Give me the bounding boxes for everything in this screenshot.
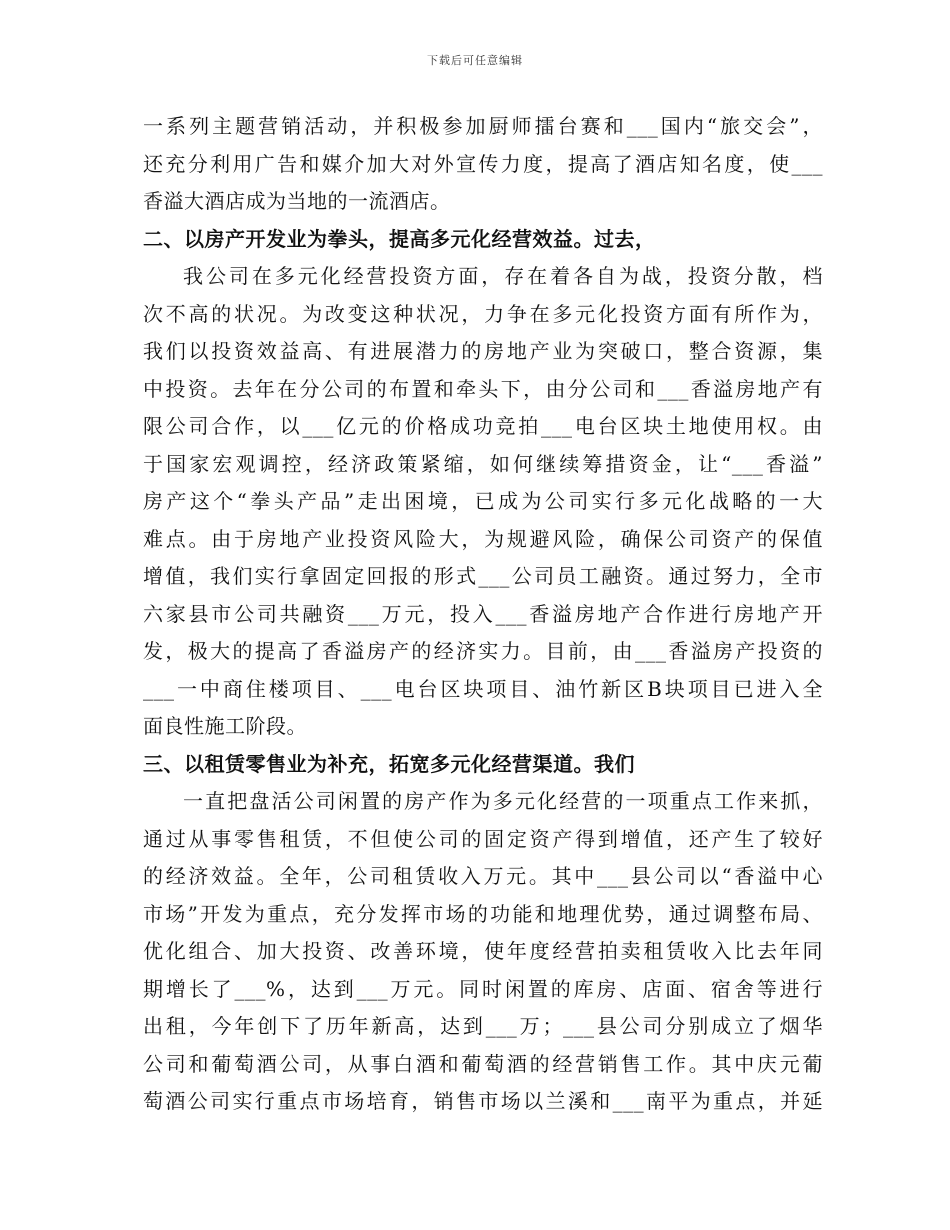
text-line: 面良性施工阶段。 (143, 714, 307, 738)
text-line: 优化组合、加大投资、改善环境，使年度经营拍卖租赁收入比去年同 (143, 939, 823, 963)
section-heading: 二、以房产开发业为拳头，提高多元化经营效益。过去， (143, 226, 656, 251)
text-line: 市场”开发为重点，充分发挥市场的功能和地理优势，通过调整布局、 (143, 901, 823, 926)
text-line: 难点。由于房地产业投资风险大，为规避风险，确保公司资产的保值 (143, 526, 823, 551)
text-line: 通过从事零售租赁，不但使公司的固定资产得到增值，还产生了较好 (143, 826, 823, 851)
text-line: 公司和葡萄酒公司，从事白酒和葡萄酒的经营销售工作。其中庆元葡 (143, 1051, 823, 1076)
text-line: 一系列主题营销活动，并积极参加厨师擂台赛和___国内“旅交会”， (143, 114, 823, 138)
text-line: 房产这个“拳头产品”走出困境，已成为公司实行多元化战略的一大 (143, 489, 823, 513)
text-line: 限公司合作，以___亿元的价格成功竞拍___电台区块土地使用权。由 (143, 414, 823, 438)
text-line: 出租，今年创下了历年新高，达到___万；___县公司分别成立了烟华 (143, 1014, 823, 1038)
text-line: 六家县市公司共融资___万元，投入___香溢房地产合作进行房地产开 (143, 601, 823, 626)
text-line: 我们以投资效益高、有进展潜力的房地产业为突破口，整合资源，集 (143, 339, 823, 363)
text-line: 的经济效益。全年，公司租赁收入万元。其中___县公司以“香溢中心 (143, 864, 823, 888)
text-line: ___一中商住楼项目、___电台区块项目、油竹新区B块项目已进入全 (143, 676, 823, 701)
page-header: 下载后可任意编辑 (427, 54, 523, 67)
text-line: 于国家宏观调控，经济政策紧缩，如何继续筹措资金，让“___香溢” (143, 451, 823, 476)
text-line: 期增长了___%，达到___万元。同时闲置的库房、店面、宿舍等进行 (143, 976, 823, 1001)
text-line: 次不高的状况。为改变这种状况，力争在多元化投资方面有所作为， (143, 301, 823, 326)
text-line: 萄酒公司实行重点市场培育，销售市场以兰溪和___南平为重点，并延 (143, 1089, 823, 1113)
document-body (143, 108, 823, 1121)
text-line: 发，极大的提高了香溢房产的经济实力。目前，由___香溢房产投资的 (143, 639, 823, 663)
text-line: 香溢大酒店成为当地的一流酒店。 (143, 189, 451, 213)
text-line: 中投资。去年在分公司的布置和牵头下，由分公司和___香溢房地产有 (143, 376, 823, 401)
text-line: 还充分利用广告和媒介加大对外宣传力度，提高了酒店知名度，使___ (143, 151, 823, 176)
text-line: 我公司在多元化经营投资方面，存在着各自为战，投资分散，档 (183, 264, 823, 288)
section-heading: 三、以租赁零售业为补充，拓宽多元化经营渠道。我们 (143, 751, 635, 776)
text-line: 增值，我们实行拿固定回报的形式___公司员工融资。通过努力，全市 (143, 564, 823, 588)
text-line: 一直把盘活公司闲置的房产作为多元化经营的一项重点工作来抓， (183, 789, 823, 813)
